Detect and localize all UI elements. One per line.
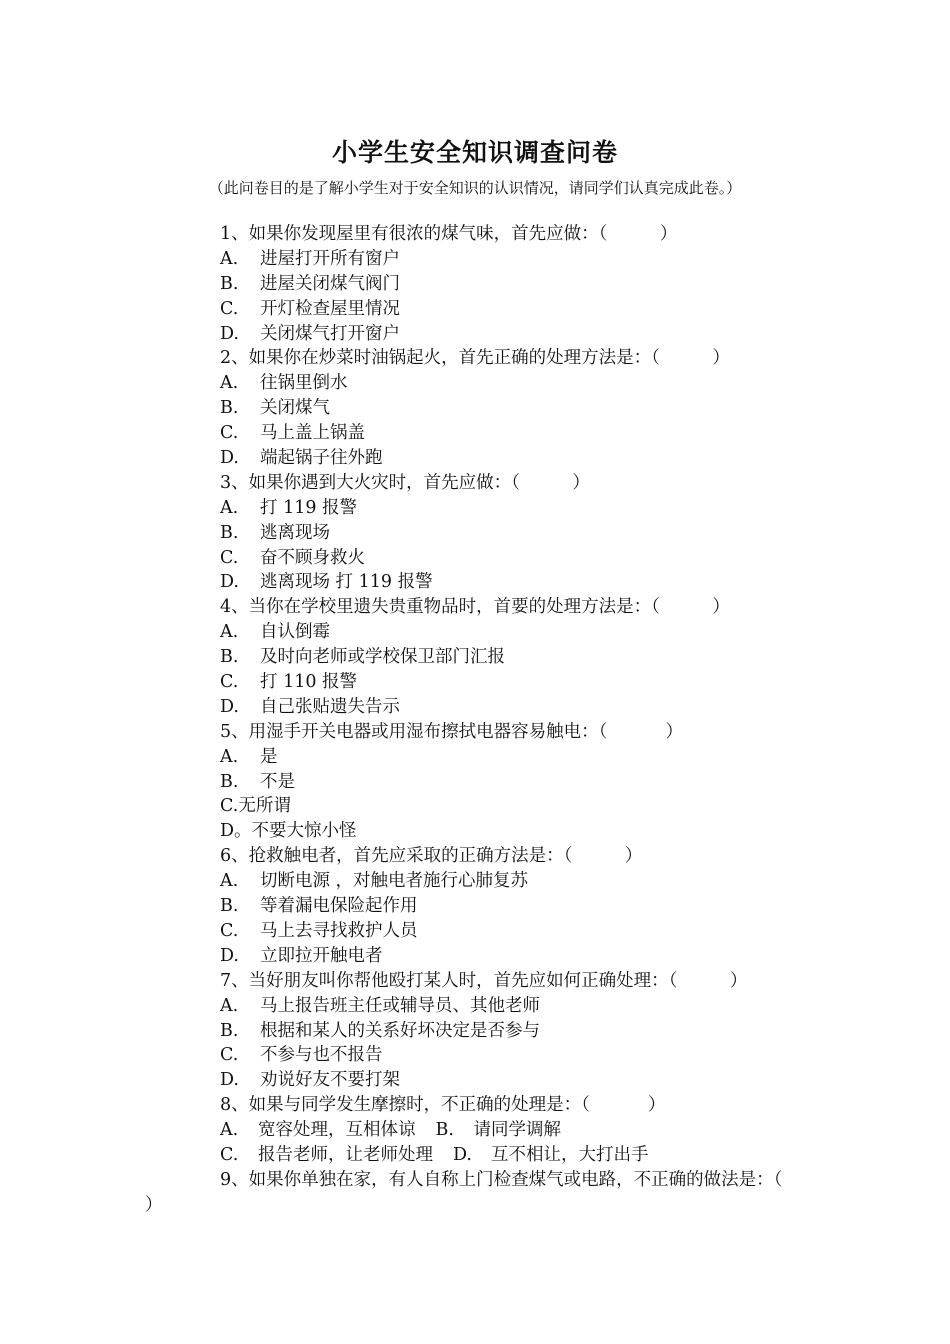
option-b: [0, 1019, 950, 1044]
option-letter: C.: [220, 1045, 239, 1066]
option-letter: A.: [220, 248, 239, 269]
option-letter: A.: [220, 871, 239, 892]
option-d: [453, 1143, 649, 1168]
option-letter: A.: [220, 373, 239, 394]
option-a: [0, 745, 950, 770]
option-c: [0, 421, 950, 446]
option-text: 马上盖上锅盖: [260, 423, 365, 444]
option-letter: D.: [220, 945, 239, 966]
option-letter: C.: [220, 547, 239, 568]
option-c: [0, 1043, 950, 1068]
option-text: 立即拉开触电者: [260, 945, 383, 966]
option-c: [0, 546, 950, 571]
option-text: 打 110 报警: [260, 672, 358, 693]
option-c: [0, 297, 950, 322]
option-c: [0, 919, 950, 944]
option-letter: C.: [220, 423, 239, 444]
option-text: 开灯检查屋里情况: [260, 298, 400, 319]
option-letter: B.: [220, 522, 239, 543]
option-b: [0, 770, 950, 795]
option-text: 互不相让，大打出手: [491, 1144, 649, 1165]
option-text: 等着漏电保险起作用: [260, 896, 418, 917]
option-text: 不参与也不报告: [260, 1045, 383, 1066]
option-letter: B.: [220, 273, 239, 294]
question-list: [0, 222, 950, 1218]
option-text: 不是: [260, 771, 295, 792]
option-a: [0, 620, 950, 645]
option-d: [0, 944, 950, 969]
option-letter: B.: [220, 647, 239, 668]
option-letter: D.: [220, 1070, 239, 1091]
option-letter: B.: [220, 896, 239, 917]
option-d: [0, 446, 950, 471]
option-letter: C.: [220, 298, 239, 319]
question-4: 4、当你在学校里遗失贵重物品时，首要的处理方法是：（ ）: [220, 597, 730, 618]
option-text: 自认倒霉: [260, 622, 330, 643]
option-b: [436, 1118, 562, 1143]
page-title: 小学生安全知识调查问卷: [331, 138, 618, 167]
question-3: 3、如果你遇到大火灾时，首先应做：（ ）: [220, 472, 590, 493]
option-b: [0, 396, 950, 421]
question-5: 5、用湿手开关电器或用湿布擦拭电器容易触电：（ ）: [220, 721, 683, 742]
option-c: C.无所谓: [220, 796, 291, 817]
option-a: [0, 496, 950, 521]
option-letter: C.: [220, 1144, 239, 1165]
option-letter: A.: [220, 1120, 239, 1141]
option-letter: A.: [220, 622, 239, 643]
option-text: 进屋打开所有窗户: [260, 248, 400, 269]
option-d: [0, 570, 950, 595]
option-text: 关闭煤气打开窗户: [260, 323, 400, 344]
option-letter: B.: [220, 398, 239, 419]
option-text: 打 119 报警: [260, 497, 358, 518]
option-b: [0, 645, 950, 670]
option-b: [0, 521, 950, 546]
option-a: [0, 371, 950, 396]
question-6: 6、抢救触电者，首先应采取的正确方法是：（ ）: [220, 846, 643, 867]
option-letter: A.: [220, 497, 239, 518]
question-7: 7、当好朋友叫你帮他殴打某人时，首先应如何正确处理：（ ）: [220, 970, 748, 991]
option-text: 切断电源 ，对触电者施行心肺复苏: [260, 871, 529, 892]
option-text: 奋不顾身救火: [260, 547, 365, 568]
option-d: D。不要大惊小怪: [220, 821, 357, 842]
option-text: 自己张贴遗失告示: [260, 696, 400, 717]
option-a: [0, 994, 950, 1019]
question-2: 2、如果你在炒菜时油锅起火，首先正确的处理方法是：（ ）: [220, 348, 730, 369]
option-letter: D.: [220, 323, 239, 344]
option-text: 马上报告班主任或辅导员、其他老师: [260, 995, 540, 1016]
option-letter: D.: [220, 696, 239, 717]
option-letter: C.: [220, 920, 239, 941]
option-text: 报告老师，让老师处理: [258, 1144, 433, 1165]
option-a: [0, 247, 950, 272]
option-b: [0, 272, 950, 297]
option-c: [0, 670, 950, 695]
option-letter: B.: [435, 1120, 454, 1141]
option-text: 逃离现场: [260, 522, 330, 543]
question-9-tail: ）: [145, 1194, 163, 1215]
option-b: [0, 894, 950, 919]
option-text: 及时向老师或学校保卫部门汇报: [260, 647, 505, 668]
option-text: 宽容处理，互相体谅: [258, 1120, 416, 1141]
option-text: 进屋关闭煤气阀门: [260, 273, 400, 294]
option-letter: D.: [453, 1144, 472, 1165]
option-text: 关闭煤气: [260, 398, 330, 419]
option-row-cd: [0, 1143, 950, 1168]
option-letter: D.: [220, 448, 239, 469]
question-1: 1、如果你发现屋里有很浓的煤气味，首先应做：（ ）: [220, 224, 678, 244]
option-text: 根据和某人的关系好坏决定是否参与: [260, 1020, 540, 1041]
option-letter: B.: [220, 771, 239, 792]
option-text: 请同学调解: [473, 1120, 561, 1141]
option-letter: A.: [220, 995, 239, 1016]
option-text: 是: [260, 746, 278, 767]
option-letter: D.: [220, 572, 239, 593]
option-text: 马上去寻找救护人员: [260, 920, 418, 941]
question-9: 9、如果你单独在家，有人自称上门检查煤气或电路，不正确的做法是：（: [220, 1169, 783, 1190]
page-subtitle: （此问卷目的是了解小学生对于安全知识的认识情况，请同学们认真完成此卷。）: [208, 179, 742, 197]
option-d: [0, 1068, 950, 1093]
option-text: 端起锅子往外跑: [260, 448, 383, 469]
option-d: [0, 322, 950, 347]
option-row-ab: [0, 1118, 950, 1143]
option-letter: A.: [220, 746, 239, 767]
option-text: 逃离现场 打 119 报警: [260, 572, 433, 593]
option-text: 往锅里倒水: [260, 373, 348, 394]
option-letter: C.: [220, 672, 239, 693]
option-d: [0, 695, 950, 720]
option-letter: B.: [220, 1020, 239, 1041]
option-a: [0, 869, 950, 894]
question-8: 8、如果与同学发生摩擦时，不正确的处理是：（ ）: [220, 1095, 666, 1116]
option-text: 劝说好友不要打架: [260, 1070, 400, 1091]
